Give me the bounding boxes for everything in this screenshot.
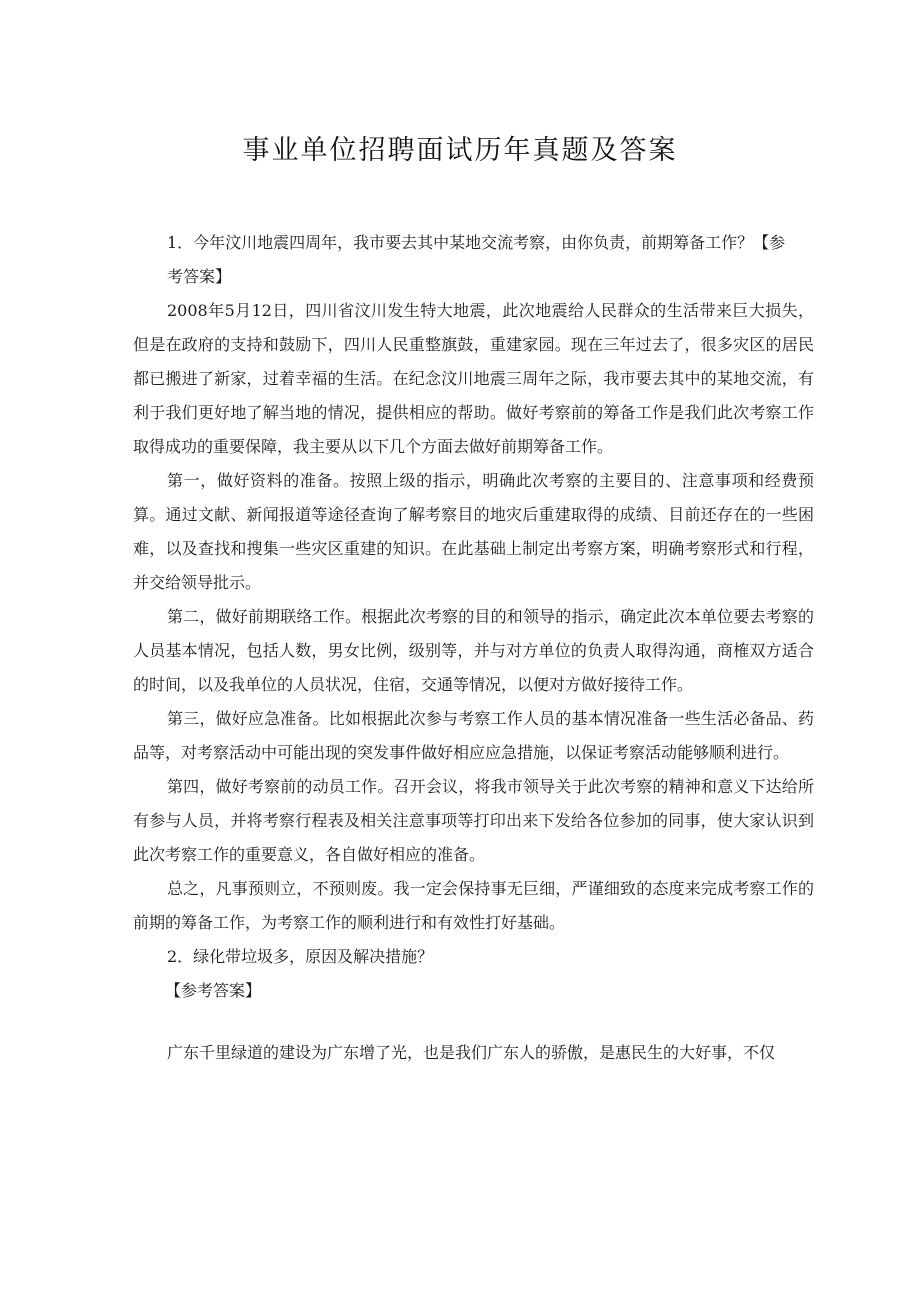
answer-paragraph-summary: 总之，凡事预则立，不预则废。我一定会保持事无巨细，严谨细致的态度来完成考察工作的前期的筹备工作，为考察工作的顺利进行和有效性打好基础。 xyxy=(133,879,814,932)
answer-paragraph-third: 第三，做好应急准备。比如根据此次参与考察工作人员的基本情况准备一些生活必备品、药品等，对考察活动中可能出现的突发事件做好相应应急措施，以保证考察活动能够顺利进行。 xyxy=(133,709,814,762)
answer-paragraph-first: 第一，做好资料的准备。按照上级的指示，明确此次考察的主要目的、注意事项和经费预算。通过文献、新闻报道等途径查询了解考察目的地灾后重建取得的成绩、目前还存在的一些困难，以及查找和搜集一些灾区重建的知识。在此基础上制定出考察方案，明确考察形式和行程，并交给领导批示。 xyxy=(133,471,814,592)
document-body xyxy=(133,226,814,1070)
question-2: 2．绿化带垃圾多，原因及解决措施？ xyxy=(167,947,434,966)
answer-paragraph-intro: 2008年5月12日，四川省汶川发生特大地震，此次地震给人民群众的生活带来巨大损失，但是在政府的支持和鼓励下，四川人民重整旗鼓，重建家园。现在三年过去了，很多灾区的居民都已搬进了新家，过着幸福的生活。在纪念汶川地震三周年之际，我市要去其中的某地交流，有利于我们更好地了解当地的情况，提供相应的帮助。做好考察前的筹备工作是我们此次考察工作取得成功的重要保障，我主要从以下几个方面去做好前期筹备工作。 xyxy=(133,301,814,456)
question-1-line1: 1．今年汶川地震四周年，我市要去其中某地交流考察，由你负责，前期筹备工作？【参 xyxy=(167,233,786,252)
question-1-line2: 考答案】 xyxy=(167,267,232,286)
spacer xyxy=(133,1008,814,1036)
question-1 xyxy=(133,226,814,294)
document-title: 事业单位招聘面试历年真题及答案 xyxy=(242,135,678,166)
question-2-answer-paragraph: 广东千里绿道的建设为广东增了光，也是我们广东人的骄傲，是惠民生的大好事，不仅 xyxy=(167,1043,776,1062)
answer-paragraph-second: 第二，做好前期联络工作。根据此次考察的目的和领导的指示，确定此次本单位要去考察的人员基本情况，包括人数，男女比例，级别等，并与对方单位的负责人取得沟通，商榷双方适合的时间，以及我单位的人员状况，住宿，交通等情况，以便对方做好接待工作。 xyxy=(133,607,814,694)
answer-paragraph-fourth: 第四，做好考察前的动员工作。召开会议，将我市领导关于此次考察的精神和意义下达给所有参与人员，并将考察行程表及相关注意事项等打印出来下发给各位参加的同事，使大家认识到此次考察工作的重要意义，各自做好相应的准备。 xyxy=(133,777,814,864)
question-2-answer-label: 【参考答案】 xyxy=(165,981,262,1000)
